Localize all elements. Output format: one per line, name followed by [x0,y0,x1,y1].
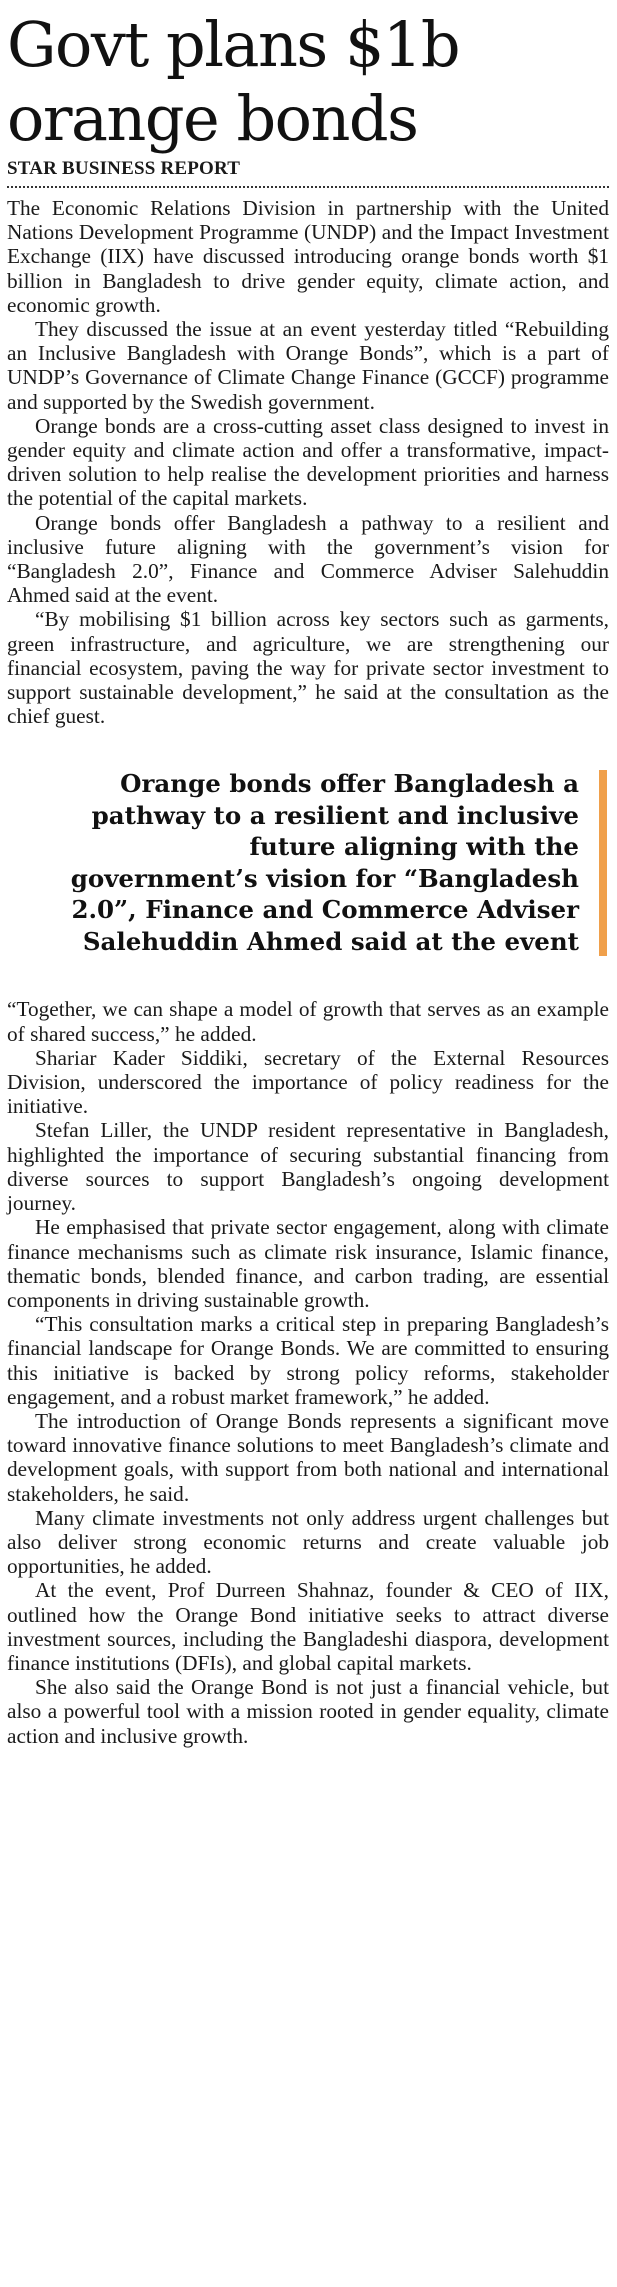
paragraph: Orange bonds offer Bangladesh a pathway to a resilient and inclusive future aligning with the government’s vision for “Bangladesh 2.0”, Finance and Commerce Adviser Salehuddin Ahmed said at the event. [7,510,609,608]
byline: STAR BUSINESS REPORT [7,158,609,188]
headline-line-1: Govt plans $1b [7,8,460,81]
paragraph: They discussed the issue at an event yesterday titled “Rebuilding an Inclusive Bangladesh with Orange Bonds”, which is a part of UNDP’s Governance of Climate Change Finance (GCCF) programme and supported by the Swedish government. [7,317,609,414]
paragraph: At the event, Prof Durreen Shahnaz, founder & CEO of IIX, outlined how the Orange Bond initiative seeks to attract diverse investment sources, including the Bangladeshi diaspora, development finance institutions (DFIs), and global capital markets. [7,1578,609,1675]
pull-quote-accent-bar [599,770,607,956]
paragraph: “This consultation marks a critical step in preparing Bangladesh’s financial landscape for Orange Bonds. We are committed to ensuring this initiative is backed by strong policy reforms, stakeholder engagement, and a robust market framework,” he added. [7,1312,609,1409]
paragraph: He emphasised that private sector engagement, along with climate finance mechanisms such as climate risk insurance, Islamic finance, thematic bonds, blended finance, and carbon trading, are essential components in driving sustainable growth. [7,1215,609,1312]
pull-quote [67,768,609,957]
paragraph: She also said the Orange Bond is not just a financial vehicle, but also a powerful tool with a mission rooted in gender equality, climate action and inclusive growth. [7,1675,609,1748]
paragraph: Many climate investments not only address urgent challenges but also deliver strong economic returns and create valuable job opportunities, he added. [7,1505,609,1579]
paragraph: Shariar Kader Siddiki, secretary of the External Resources Division, underscored the importance of policy readiness for the initiative. [7,1045,609,1119]
headline-line-2: orange bonds [7,82,418,155]
paragraph: The introduction of Orange Bonds represents a significant move toward innovative finance solutions to meet Bangladesh’s climate and development goals, with support from both national and international stakeholders, he said. [7,1408,609,1506]
article-body-bottom [7,997,609,1747]
article-page [0,8,617,2287]
paragraph: Orange bonds are a cross-cutting asset class designed to invest in gender equity and climate action and offer a transformative, impact-driven solution to help realise the development priorities and harness the potential of the capital markets. [7,413,609,511]
article-body-top [7,196,609,728]
paragraph: “Together, we can shape a model of growth that serves as an example of shared success,” he added. [7,997,609,1046]
paragraph: The Economic Relations Division in partnership with the United Nations Development Programme (UNDP) and the Impact Investment Exchange (IIX) have discussed introducing orange bonds worth $1 billion in Bangladesh to drive gender equity, climate action, and economic growth. [7,196,609,317]
paragraph: Stefan Liller, the UNDP resident representative in Bangladesh, highlighted the importance of securing substantial financing from diverse sources to support Bangladesh’s ongoing development journey. [7,1118,609,1216]
headline [7,8,609,156]
paragraph: “By mobilising $1 billion across key sectors such as garments, green infrastructure, and agriculture, we are strengthening our financial ecosystem, paving the way for private sector investment to support sustainable development,” he said at the consultation as the chief guest. [7,607,609,729]
pull-quote-text: Orange bonds offer Bangladesh a pathway to a resilient and inclusive future aligning with the government’s vision for “Bangladesh 2.0”, Finance and Commerce Adviser Salehuddin Ahmed said at the event [70,769,579,956]
